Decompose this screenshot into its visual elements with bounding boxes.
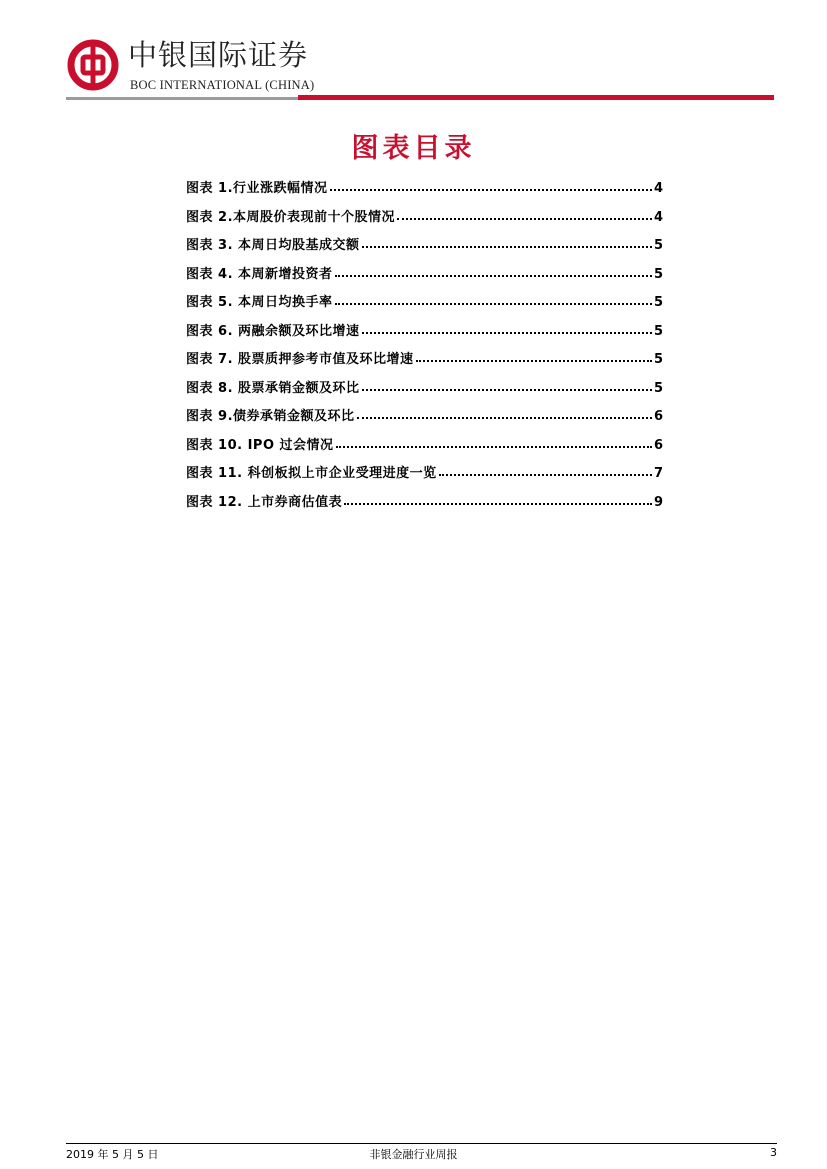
- toc-entry[interactable]: [186, 238, 663, 267]
- toc-entry[interactable]: [186, 438, 663, 467]
- toc-entry[interactable]: [186, 267, 663, 296]
- toc-leader-dots: [416, 360, 652, 362]
- toc-leader-dots: [362, 246, 652, 248]
- footer-report-name: 非银金融行业周报: [369, 1148, 458, 1161]
- toc-entry-label[interactable]: 图表 7. 股票质押参考市值及环比增速: [186, 352, 414, 367]
- page-header: [0, 0, 827, 110]
- brand-name-cn: 中银国际证券: [128, 38, 309, 72]
- toc-leader-dots: [344, 503, 652, 505]
- toc-entry-page[interactable]: 4: [653, 209, 663, 225]
- toc-leader-dots: [439, 474, 652, 476]
- toc-entry-label[interactable]: 图表 10. IPO 过会情况: [186, 437, 334, 453]
- toc-entry-page[interactable]: 5: [653, 352, 663, 367]
- toc-leader-dots: [336, 446, 652, 448]
- toc-entry-label[interactable]: 图表 3. 本周日均股基成交额: [186, 238, 360, 253]
- toc-entry-label[interactable]: 图表 9.债券承销金额及环比: [186, 409, 355, 424]
- toc-entry[interactable]: [186, 466, 663, 495]
- header-rule-gray: [66, 97, 298, 100]
- toc-leader-dots: [330, 189, 652, 191]
- toc-entry-label[interactable]: 图表 1.行业涨跌幅情况: [186, 181, 328, 196]
- toc-entry[interactable]: [186, 210, 663, 239]
- toc-entry-page[interactable]: 5: [653, 380, 663, 396]
- toc-title: 图表目录: [351, 133, 476, 164]
- toc-entry[interactable]: [186, 381, 663, 410]
- toc-entry[interactable]: [186, 324, 663, 353]
- toc-leader-dots: [335, 275, 652, 277]
- toc-entry-page[interactable]: 6: [653, 437, 663, 453]
- toc-entry[interactable]: [186, 181, 663, 210]
- brand-name-en: BOC INTERNATIONAL (CHINA): [130, 78, 315, 92]
- toc-entry-page[interactable]: 5: [653, 323, 663, 339]
- toc-entry-page[interactable]: 6: [653, 409, 663, 424]
- footer-rule: [66, 1143, 777, 1144]
- toc-entry[interactable]: [186, 495, 663, 524]
- toc-entry-label[interactable]: 图表 5. 本周日均换手率: [186, 295, 333, 310]
- table-of-figures: [186, 181, 663, 523]
- toc-entry-label[interactable]: 图表 6. 两融余额及环比增速: [186, 323, 360, 339]
- toc-leader-dots: [362, 332, 652, 334]
- toc-entry-page[interactable]: 5: [653, 295, 663, 310]
- toc-entry-label[interactable]: 图表 8. 股票承销金额及环比: [186, 380, 360, 396]
- footer-date: 2019 年 5 月 5 日: [66, 1148, 159, 1161]
- footer-page-number: 3: [770, 1146, 777, 1159]
- toc-entry[interactable]: [186, 352, 663, 381]
- toc-entry-page[interactable]: 4: [653, 181, 663, 196]
- toc-entry-page[interactable]: 5: [653, 266, 663, 282]
- toc-leader-dots: [397, 218, 652, 220]
- toc-entry-label[interactable]: 图表 2.本周股价表现前十个股情况: [186, 209, 396, 225]
- toc-entry[interactable]: [186, 409, 663, 438]
- toc-leader-dots: [362, 389, 652, 391]
- toc-entry[interactable]: [186, 295, 663, 324]
- toc-entry-page[interactable]: 5: [653, 238, 663, 253]
- toc-entry-label[interactable]: 图表 12. 上市券商估值表: [186, 494, 343, 510]
- toc-entry-page[interactable]: 7: [653, 466, 663, 481]
- toc-entry-label[interactable]: 图表 11. 科创板拟上市企业受理进度一览: [186, 466, 437, 481]
- toc-entry-label[interactable]: 图表 4. 本周新增投资者: [186, 266, 333, 282]
- boc-logo-icon: [66, 38, 120, 92]
- toc-entry-page[interactable]: 9: [653, 494, 663, 510]
- header-rule-red: [298, 95, 774, 100]
- toc-leader-dots: [357, 417, 652, 419]
- toc-leader-dots: [335, 303, 652, 305]
